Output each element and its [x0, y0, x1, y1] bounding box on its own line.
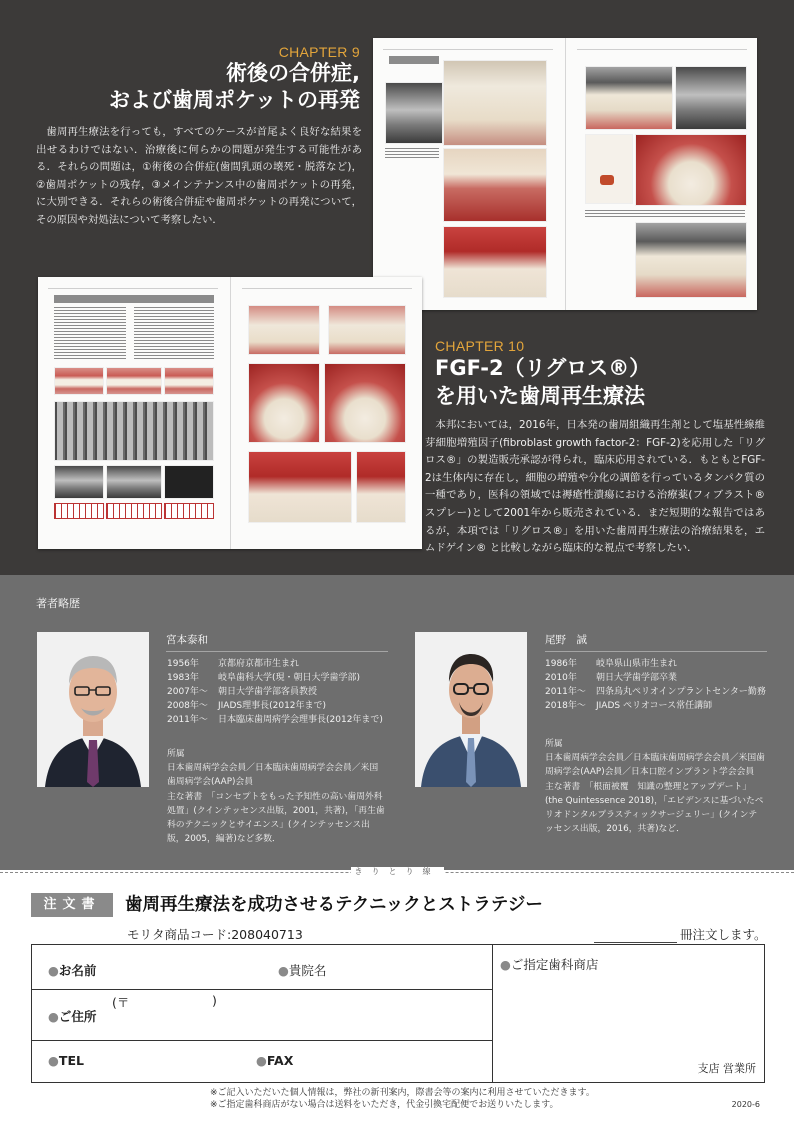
form-divider — [32, 989, 492, 990]
dealer-label: ご指定歯科商店 — [510, 957, 599, 972]
chapter10-sample-spread — [38, 277, 422, 549]
clinical-photo — [248, 451, 352, 523]
author1-portrait — [37, 632, 149, 787]
quantity-suffix: 冊注文します。 — [680, 927, 767, 942]
fax-field[interactable] — [256, 1053, 293, 1068]
bullet-icon: ● — [48, 1053, 59, 1068]
clinical-photo — [248, 363, 320, 443]
chapter10-label: CHAPTER 10 — [435, 338, 525, 354]
tel-field[interactable] — [48, 1053, 84, 1068]
career-row — [167, 671, 389, 685]
career-event: 朝日大学歯学部客員教授 — [218, 687, 318, 697]
affiliation-heading: 所属 — [167, 749, 185, 759]
author1-name: 宮本泰和 — [166, 632, 388, 652]
clinical-photo — [324, 363, 406, 443]
author2-name: 尾野 誠 — [545, 632, 767, 652]
bullet-icon: ● — [48, 1009, 59, 1024]
career-year: 2008年〜 — [167, 701, 208, 711]
chapter9-sample-spread — [373, 38, 757, 310]
author1-affiliation — [167, 747, 385, 846]
name-label: お名前 — [58, 963, 97, 978]
author1-photo-illustration — [37, 632, 149, 787]
form-divider — [492, 945, 493, 1082]
clinic-field[interactable] — [278, 961, 326, 979]
specimen-photo — [585, 134, 633, 204]
product-code: モリタ商品コード:208040713 — [127, 927, 303, 942]
cut-line-label — [0, 866, 794, 877]
career-year: 2011年〜 — [167, 715, 208, 725]
page-header-rule — [383, 49, 553, 50]
affiliation-text: 日本歯周病学会会員／日本臨床歯周病学会会員／米国歯周病学会(AAP)会員／日本口腔インプラント学会会員 — [545, 753, 765, 778]
clinical-photo — [585, 66, 673, 130]
clinical-photo — [328, 305, 406, 355]
order-notes — [210, 1087, 595, 1111]
intraoral-photo — [164, 367, 214, 395]
postal-close: ) — [212, 993, 217, 1008]
note-line: ※ご記入いただいた個人情報は，弊社の新刊案内，際書会等の案内に利用させていただきます。 — [210, 1088, 595, 1098]
bullet-icon: ● — [256, 1053, 267, 1068]
perio-chart — [164, 503, 214, 519]
clinical-photo — [356, 451, 406, 523]
xray-series — [54, 401, 214, 461]
page-header-rule — [242, 288, 412, 289]
chapter10-title-line2: を用いた歯周再生療法 — [435, 384, 645, 408]
chapter10-body: 本邦においては，2016年，日本発の歯周組織再生剤として塩基性線維芽細胞増殖因子(fibroblast growth factor-2：FGF-2)を応用した「リグロス®」の製造販売承認が得られ，臨床応用されている．もともとFGF-2は生体内に存在し，細胞の増殖や分化の調節を行っているタンパク質の一種であり，医科の領域では褥瘡性潰瘍における治療薬(フィブラスト® スプレー)として2001年から販売されている．まだ短期的な報告ではあるが，本項では「リグロス®」を用いた歯周再生療法の治療結果を，エムドゲイン® と比較しながら臨床的な視点で考察したい． — [425, 419, 765, 555]
chapter9-label: CHAPTER 9 — [278, 44, 360, 60]
career-year: 2011年〜 — [545, 687, 586, 697]
career-row — [545, 685, 767, 699]
career-year: 1956年 — [167, 659, 199, 669]
page-header-rule — [577, 49, 747, 50]
xray-photo — [675, 66, 747, 130]
tel-label: TEL — [58, 1053, 84, 1068]
career-event: 京都府京都市生まれ — [218, 659, 300, 669]
xray-photo — [385, 82, 443, 144]
career-event: 朝日大学歯学部卒業 — [596, 673, 678, 683]
career-row — [545, 671, 767, 685]
issue-date: 2020-6 — [731, 1100, 760, 1109]
address-field[interactable] — [48, 1007, 96, 1025]
order-form — [31, 944, 765, 1083]
author2-photo-illustration — [415, 632, 527, 787]
career-row — [545, 657, 767, 671]
intraoral-photo — [106, 367, 162, 395]
chapter10-title-line1: FGF-2（リグロス®） — [435, 356, 651, 380]
career-year: 2010年 — [545, 673, 577, 683]
clinical-photo — [443, 148, 547, 222]
author1-career — [167, 657, 389, 727]
case-banner — [389, 56, 439, 64]
order-book-title: 歯周再生療法を成功させるテクニックとストラテジー — [125, 895, 543, 915]
form-divider — [32, 1040, 492, 1041]
spread-gutter — [565, 38, 566, 310]
career-event: 岐阜歯科大学(現・朝日大学歯学部) — [218, 673, 361, 683]
column-text — [134, 307, 214, 361]
career-year: 2018年〜 — [545, 701, 586, 711]
xray-photo — [106, 465, 162, 499]
career-row — [167, 713, 389, 727]
note-line: ※ご指定歯科商店がない場合は送料をいただき，代金引換宅配便でお送りいたします。 — [210, 1100, 559, 1110]
chapter10-heading — [435, 338, 765, 410]
career-event: JIADS ペリオコース常任講師 — [596, 701, 713, 711]
bullet-icon: ● — [278, 963, 289, 978]
dealer-field[interactable] — [500, 955, 598, 973]
clinical-photo — [248, 305, 320, 355]
books-text: 主な著書 「コンセプトをもった予知性の高い歯周外科処置」(クインテッセンス出版，2001，共著)，「再生歯科のテクニックとサイエンス」(クインテッセンス出版，2005，編著)など多数． — [167, 791, 385, 845]
bullet-icon: ● — [48, 963, 59, 978]
clinical-photo — [443, 60, 547, 146]
case-banner — [54, 295, 214, 303]
clinical-photo — [635, 134, 747, 206]
xray-photo — [164, 465, 214, 499]
perio-chart — [54, 503, 104, 519]
clinical-photo — [635, 222, 747, 298]
bullet-icon: ● — [500, 957, 511, 972]
fax-label: FAX — [266, 1053, 294, 1068]
career-row — [167, 699, 389, 713]
clinical-photo — [443, 226, 547, 298]
chapter9-heading — [30, 44, 360, 114]
affiliation-heading: 所属 — [545, 739, 563, 749]
order-badge: 注文書 — [31, 893, 113, 917]
xray-photo — [54, 465, 104, 499]
perio-chart — [106, 503, 162, 519]
career-year: 1983年 — [167, 673, 199, 683]
branch-label: 支店 営業所 — [697, 1062, 756, 1075]
chapter9-title-line1: 術後の合併症, — [226, 61, 360, 85]
career-year: 2007年〜 — [167, 687, 208, 697]
spread-gutter — [230, 277, 231, 549]
chapter9-body: 歯周再生療法を行っても，すべてのケースが首尾よく良好な結果を出せるわけではない．治療後に何らかの問題が発生する可能性がある．それらの問題は，①術後の合併症(歯間乳頭の壊死・脱落など)，②歯周ポケットの残存，③メインテナンス中の歯周ポケットの再発，に大別できる．それらの術後合併症や歯周ポケットの再発について，その原因や対処法について考察したい． — [36, 126, 362, 226]
career-event: 四条烏丸ペリオインプラントセンター勤務 — [596, 687, 766, 697]
chapter9-title-line2: および歯周ポケットの再発 — [109, 88, 360, 112]
quantity-input-line[interactable] — [594, 942, 677, 943]
clinic-label: 貴院名 — [288, 963, 327, 978]
affiliation-text: 日本歯周病学会会員／日本臨床歯周病学会会員／米国歯周病学会(AAP)会員 — [167, 763, 379, 788]
books-text: 主な著書 「根面被覆 知識の整理とアップデート」(the Quintessence 2018)，「エビデンスに基づいたペリオドンタルプラスティックサージェリー」(クインテッセンス出版，2016，共著)など． — [545, 781, 764, 835]
name-field[interactable] — [48, 961, 96, 979]
author2-affiliation — [545, 737, 765, 836]
column-text — [54, 307, 126, 361]
caption-text — [585, 210, 745, 219]
career-year: 1986年 — [545, 659, 577, 669]
career-row — [545, 699, 767, 713]
career-event: JIADS理事長(2012年まで) — [218, 701, 327, 711]
postal-open: (〒 — [112, 995, 130, 1010]
career-row — [167, 685, 389, 699]
page-header-rule — [48, 288, 218, 289]
intraoral-photo — [54, 367, 104, 395]
caption-text — [385, 148, 439, 160]
career-event: 日本臨床歯周病学会理事長(2012年まで) — [218, 715, 383, 725]
author-heading: 著者略歴 — [36, 597, 80, 610]
author2-portrait — [415, 632, 527, 787]
career-row — [167, 657, 389, 671]
author2-career — [545, 657, 767, 713]
cut-line-text: きりとり線 — [351, 867, 444, 876]
career-event: 岐阜県山県市生まれ — [596, 659, 678, 669]
address-label: ご住所 — [58, 1009, 97, 1024]
